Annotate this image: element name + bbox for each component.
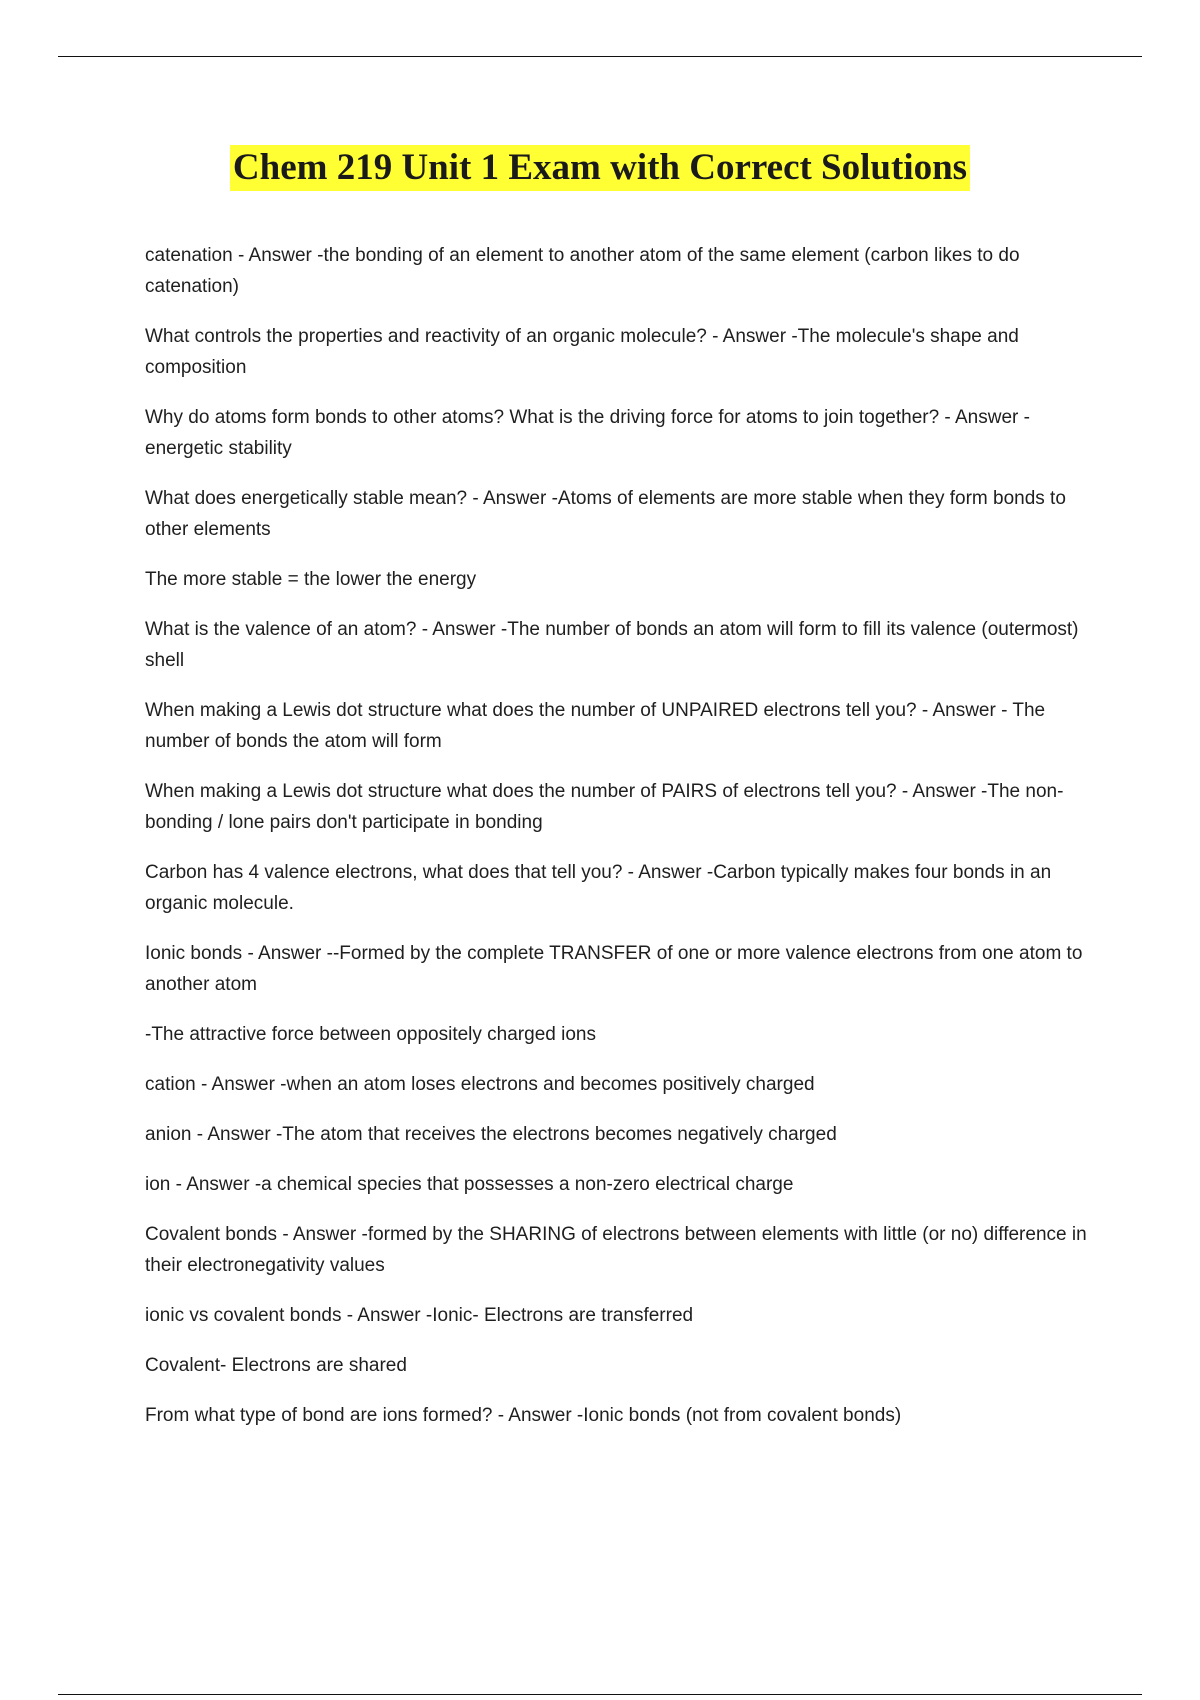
bottom-divider: [58, 1694, 1142, 1695]
paragraph: Ionic bonds - Answer --Formed by the complete TRANSFER of one or more valence electrons from one atom to another atom: [145, 943, 1083, 995]
paragraph: What is the valence of an atom? - Answer -The number of bonds an atom will form to fill its valence (outermost) shell: [145, 619, 1079, 671]
paragraph: ion - Answer -a chemical species that possesses a non-zero electrical charge: [145, 1174, 794, 1195]
paragraph: When making a Lewis dot structure what does the number of UNPAIRED electrons tell you? - Answer - The number of bonds the atom will form: [145, 700, 1046, 752]
paragraph: Why do atoms form bonds to other atoms? What is the driving force for atoms to join together? - Answer -energetic stability: [145, 407, 1030, 459]
paragraph: Covalent bonds - Answer -formed by the SHARING of electrons between elements with little (or no) difference in their electronegativity values: [145, 1224, 1087, 1276]
paragraph: What does energetically stable mean? - Answer -Atoms of elements are more stable when they form bonds to other elements: [145, 488, 1066, 540]
paragraph: What controls the properties and reactivity of an organic molecule? - Answer -The molecule's shape and composition: [145, 326, 1019, 378]
paragraph: When making a Lewis dot structure what does the number of PAIRS of electrons tell you? - Answer -The non-bonding / lone pairs don't participate in bonding: [145, 781, 1064, 833]
paragraph: -The attractive force between oppositely charged ions: [145, 1024, 596, 1045]
top-divider: [58, 56, 1142, 57]
paragraph: ionic vs covalent bonds - Answer -Ionic- Electrons are transferred: [145, 1305, 694, 1326]
paragraph: cation - Answer -when an atom loses electrons and becomes positively charged: [145, 1074, 815, 1095]
document-body: [145, 240, 1090, 1450]
document-title: Chem 219 Unit 1 Exam with Correct Solutions: [230, 145, 970, 191]
paragraph: From what type of bond are ions formed? - Answer -Ionic bonds (not from covalent bonds): [145, 1405, 902, 1426]
title-container: [0, 145, 1200, 191]
paragraph: The more stable = the lower the energy: [145, 569, 477, 590]
paragraph: Covalent- Electrons are shared: [145, 1355, 407, 1376]
paragraph: catenation - Answer -the bonding of an element to another atom of the same element (carbon likes to do catenation): [145, 245, 1020, 297]
paragraph: anion - Answer -The atom that receives the electrons becomes negatively charged: [145, 1124, 837, 1145]
paragraph: Carbon has 4 valence electrons, what does that tell you? - Answer -Carbon typically makes four bonds in an organic molecule.: [145, 862, 1052, 914]
